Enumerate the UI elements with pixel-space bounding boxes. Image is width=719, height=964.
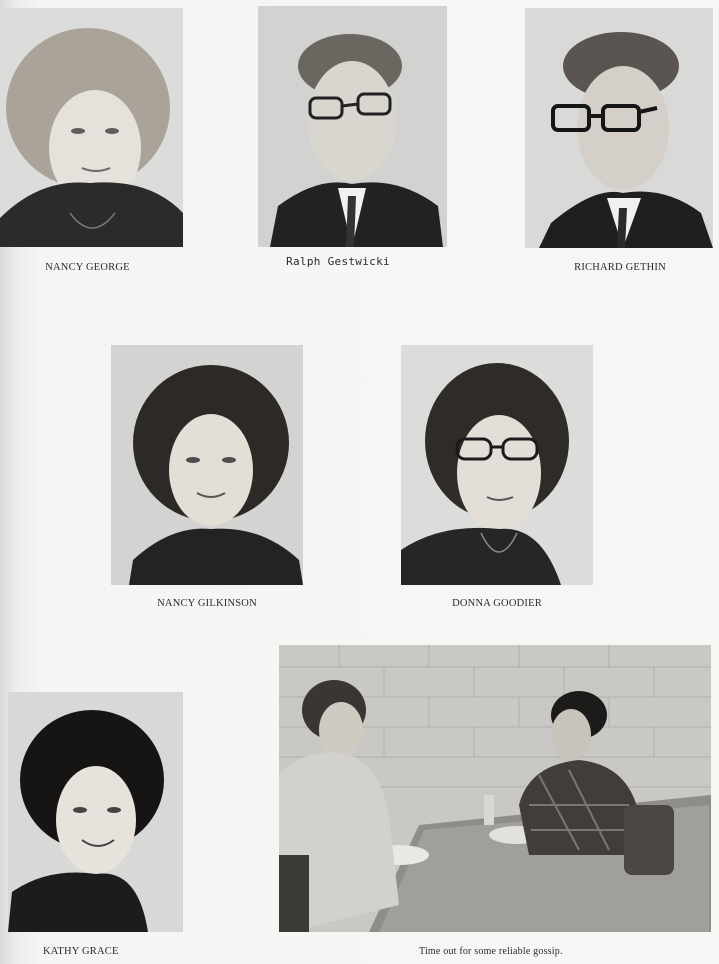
portrait-nancy-george bbox=[0, 8, 183, 247]
caption-richard-gethin: RICHARD GETHIN bbox=[574, 262, 666, 273]
caption-donna-goodier: DONNA GOODIER bbox=[452, 598, 542, 609]
caption-ralph-gestwicki: Ralph Gestwicki bbox=[286, 255, 390, 268]
caption-kathy-grace: KATHY GRACE bbox=[43, 946, 119, 957]
candid-caption: Time out for some reliable gossip. bbox=[419, 946, 563, 957]
caption-nancy-george: NANCY GEORGE bbox=[45, 262, 130, 273]
portrait-ralph-gestwicki bbox=[258, 6, 447, 247]
portrait-kathy-grace bbox=[8, 692, 183, 932]
candid-photo-lunch bbox=[279, 645, 711, 932]
caption-nancy-gilkinson: NANCY GILKINSON bbox=[157, 598, 257, 609]
portrait-nancy-gilkinson bbox=[111, 345, 303, 585]
portrait-richard-gethin bbox=[525, 8, 713, 248]
portrait-donna-goodier bbox=[401, 345, 593, 585]
